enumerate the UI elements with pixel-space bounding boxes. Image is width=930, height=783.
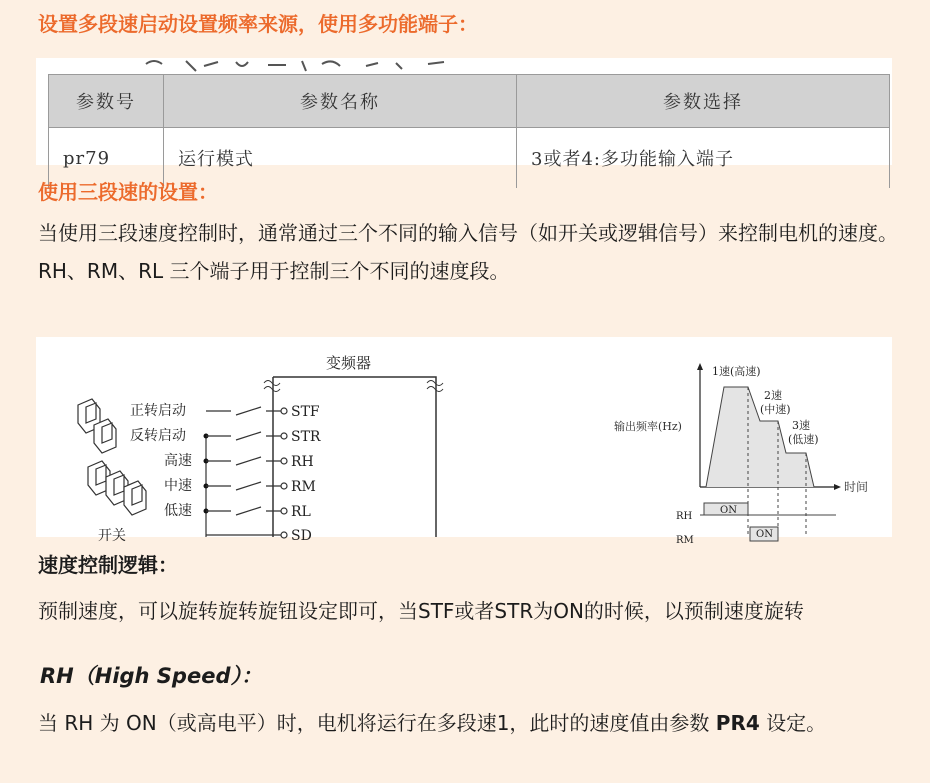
y-axis-arrow: [697, 363, 703, 370]
rh-on-label: ON: [720, 505, 737, 516]
table-header-row: [49, 75, 890, 128]
signal-label-rh: RH: [676, 511, 693, 522]
rh-text-prefix: 当 RH 为 ON（或高电平）时，电机将运行在多段速1，此时的速度值由参数: [38, 711, 716, 735]
section-heading-rh-high-speed: RH（High Speed）：: [40, 664, 262, 688]
wavy-mark-right: [427, 381, 443, 392]
terminal-label-str: STR: [291, 429, 321, 445]
parameter-table: [48, 74, 890, 188]
rh-text-suffix: 设定。: [759, 711, 827, 735]
terminal-label-rl: RL: [291, 504, 311, 520]
column-header-param-selection: 参数选择: [517, 75, 890, 128]
speed2-label-line2: (中速): [760, 403, 791, 416]
parameter-table-figure: [36, 58, 892, 170]
cropped-text-fragment: [36, 58, 892, 74]
wavy-mark-left: [264, 381, 280, 392]
cell-param-selection: 3或者4:多功能输入端子: [517, 128, 890, 189]
chart-xlabel: 时间: [844, 480, 869, 494]
switch-label-high-speed: 高速: [164, 453, 192, 469]
section-heading-three-speed-setup: 使用三段速的设置：: [38, 180, 218, 204]
rh-param-name: PR4: [715, 711, 760, 735]
switch-label-forward-start: 正转启动: [130, 403, 186, 419]
terminal-label-rh: RH: [291, 454, 314, 470]
speed1-label: 1速(高速): [712, 365, 761, 378]
chart-ylabel: 输出频率(Hz): [614, 420, 682, 433]
speed-timing-chart: [614, 363, 868, 546]
cell-param-name: 运行模式: [164, 128, 517, 189]
terminal-circles: [281, 408, 287, 538]
speed2-label-line1: 2速: [764, 389, 782, 402]
switch-label-low-speed: 低速: [164, 503, 192, 519]
speed3-label-line2: (低速): [788, 433, 819, 446]
wiring-diagram: [78, 354, 443, 544]
paragraph-three-speed-intro: 当使用三段速度控制时，通常通过三个不同的输入信号（如开关或逻辑信号）来控制电机的速度。RH、RM、RL 三个端子用于控制三个不同的速度段。: [38, 221, 898, 283]
switch-label-mid-speed: 中速: [164, 478, 192, 494]
switch-icon-pair: [78, 399, 116, 453]
terminal-label-rm: RM: [291, 479, 316, 495]
switch-caption: 开关: [98, 528, 126, 544]
three-speed-diagram-figure: [36, 337, 892, 546]
section-heading-multi-speed-source: 设置多段速启动设置频率来源，使用多功能端子：: [38, 12, 478, 36]
column-header-param-name: 参数名称: [164, 75, 517, 128]
cell-param-number: pr79: [49, 128, 164, 189]
terminal-label-sd: SD: [291, 528, 312, 544]
x-axis-arrow: [834, 484, 841, 490]
section-heading-speed-logic: 速度控制逻辑：: [38, 553, 178, 577]
paragraph-rh-description: [38, 704, 898, 742]
rm-on-label: ON: [756, 529, 773, 540]
terminal-label-stf: STF: [291, 404, 320, 420]
wiring-and-timing-diagram: [36, 337, 892, 546]
switch-icon-triple: [88, 461, 146, 515]
column-header-param-number: 参数号: [49, 75, 164, 128]
switch-contacts: [206, 407, 283, 535]
switch-label-reverse-start: 反转启动: [130, 428, 186, 444]
signal-label-rm: RM: [676, 535, 694, 546]
inverter-label: 变频器: [326, 354, 372, 372]
paragraph-preset-speed: 预制速度，可以旋转旋转旋钮设定即可，当STF或者STR为ON的时候，以预制速度旋转: [38, 599, 804, 623]
speed3-label-line1: 3速: [792, 419, 810, 432]
